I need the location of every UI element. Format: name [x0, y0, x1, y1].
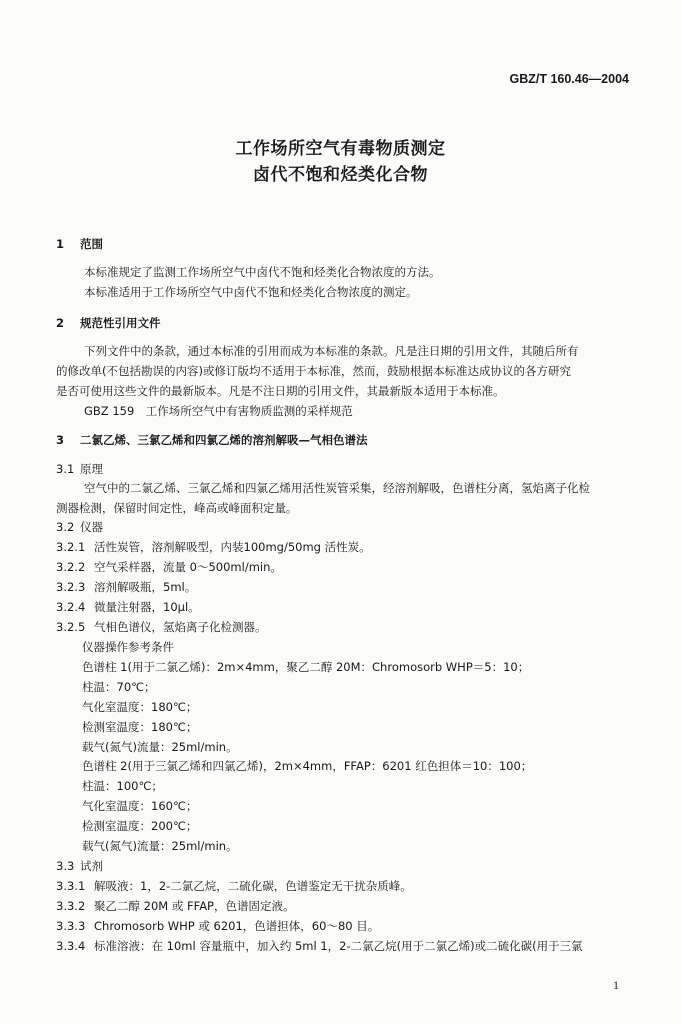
section-number: 1: [56, 237, 65, 251]
paragraph: 空气中的二氯乙烯、三氯乙烯和四氯乙烯用活性炭管采集，经溶剂解吸，色谱柱分离，氢焰离子化检: [84, 481, 590, 495]
item-text: 标准溶液：在 10ml 容量瓶中，加入约 5ml 1，2-二氯乙烷(用于二氯乙烯)或二硫化碳(用于三氯: [94, 939, 583, 953]
list-item: [56, 918, 379, 934]
list-item: [56, 539, 371, 555]
condition-line: 色谱柱 1(用于二氯乙烯)：2m×4mm，聚乙二醇 20M：Chromosorb WHP＝5：10；: [82, 660, 530, 674]
item-text: 微量注射器，10μl。: [94, 600, 200, 614]
item-number: 3.3.2: [56, 899, 86, 913]
condition-line: 检测室温度：200℃；: [82, 819, 198, 833]
item-number: 3.3.3: [56, 919, 86, 933]
item-text: Chromosorb WHP 或 6201，色谱担体，60～80 目。: [94, 919, 380, 933]
item-number: 3.2.1: [56, 540, 86, 554]
condition-line: 载气(氮气)流量：25ml/min。: [82, 740, 238, 754]
item-number: 3.3.4: [56, 939, 86, 953]
section-number: 2: [56, 316, 65, 330]
document-title-line1: 工作场所空气有毒物质测定: [235, 139, 446, 159]
item-text: 聚乙二醇 20M 或 FFAP，色谱固定液。: [94, 899, 295, 913]
paragraph: 下列文件中的条款，通过本标准的引用而成为本标准的条款。凡是注日期的引用文件，其随后所有: [84, 344, 579, 358]
subsection-3-2-heading: [56, 519, 103, 535]
item-text: 溶剂解吸瓶，5ml。: [94, 580, 197, 594]
section-title: 范围: [80, 237, 103, 251]
list-item: [56, 559, 282, 575]
condition-line: 柱温：100℃；: [82, 779, 163, 793]
condition-line: 仪器操作参考条件: [82, 640, 174, 654]
subsection-number: 3.2: [56, 520, 75, 534]
item-text: 活性炭管，溶剂解吸型，内装100mg/50mg 活性炭。: [94, 540, 371, 554]
item-number: 3.2.4: [56, 600, 86, 614]
list-item: [56, 878, 412, 894]
list-item: [56, 938, 583, 954]
paragraph: 是否可使用这些文件的最新版本。凡是不注日期的引用文件，其最新版本适用于本标准。: [56, 384, 505, 398]
condition-line: 柱温：70℃；: [82, 680, 156, 694]
item-number: 3.2.3: [56, 580, 86, 594]
subsection-number: 3.1: [56, 462, 75, 476]
document-title-line2: 卤代不饱和烃类化合物: [253, 165, 428, 185]
list-item: [56, 579, 196, 595]
subsection-3-1-heading: [56, 461, 103, 477]
condition-line: 色谱柱 2(用于三氯乙烯和四氯乙烯)，2m×4mm，FFAP：6201 红色担体＝10：100；: [82, 759, 533, 773]
page-number: 1: [613, 978, 619, 992]
item-text: 解吸液：1，2-二氯乙烷，二硫化碳，色谱鉴定无干扰杂质峰。: [94, 879, 412, 893]
paragraph: 本标准适用于工作场所空气中卤代不饱和烃类化合物浓度的测定。: [84, 285, 418, 299]
section-number: 3: [56, 433, 65, 447]
subsection-title: 原理: [80, 462, 103, 476]
condition-line: 检测室温度：180℃；: [82, 720, 198, 734]
section-title: 规范性引用文件: [80, 316, 161, 330]
paragraph: 本标准规定了监测工作场所空气中卤代不饱和烃类化合物浓度的方法。: [84, 265, 441, 279]
list-item: [56, 599, 200, 615]
paragraph: 测器检测，保留时间定性，峰高或峰面积定量。: [56, 501, 298, 515]
paragraph: 的修改单(不包括勘误的内容)或修订版均不适用于本标准，然而，鼓励根据本标准达成协议的各方研究: [56, 364, 571, 378]
item-text: 空气采样器，流量 0～500ml/min。: [94, 560, 282, 574]
list-item: [56, 898, 295, 914]
subsection-title: 试剂: [80, 859, 103, 873]
item-number: 3.2.2: [56, 560, 86, 574]
item-number: 3.2.5: [56, 620, 86, 634]
condition-line: 载气(氮气)流量：25ml/min。: [82, 839, 238, 853]
section-title: 二氯乙烯、三氯乙烯和四氯乙烯的溶剂解吸—气相色谱法: [80, 433, 368, 447]
section-1-heading: [56, 236, 103, 252]
subsection-title: 仪器: [80, 520, 103, 534]
list-item: [56, 619, 267, 635]
section-3-heading: [56, 432, 368, 448]
item-text: 气相色谱仪，氢焰离子化检测器。: [94, 620, 267, 634]
standard-code: GBZ/T 160.46—2004: [509, 72, 629, 86]
condition-line: 气化室温度：180℃；: [82, 700, 198, 714]
item-number: 3.3.1: [56, 879, 86, 893]
subsection-number: 3.3: [56, 859, 75, 873]
condition-line: 气化室温度：160℃；: [82, 799, 198, 813]
subsection-3-3-heading: [56, 858, 103, 874]
section-2-heading: [56, 315, 161, 331]
normative-reference: GBZ 159 工作场所空气中有害物质监测的采样规范: [84, 404, 353, 418]
